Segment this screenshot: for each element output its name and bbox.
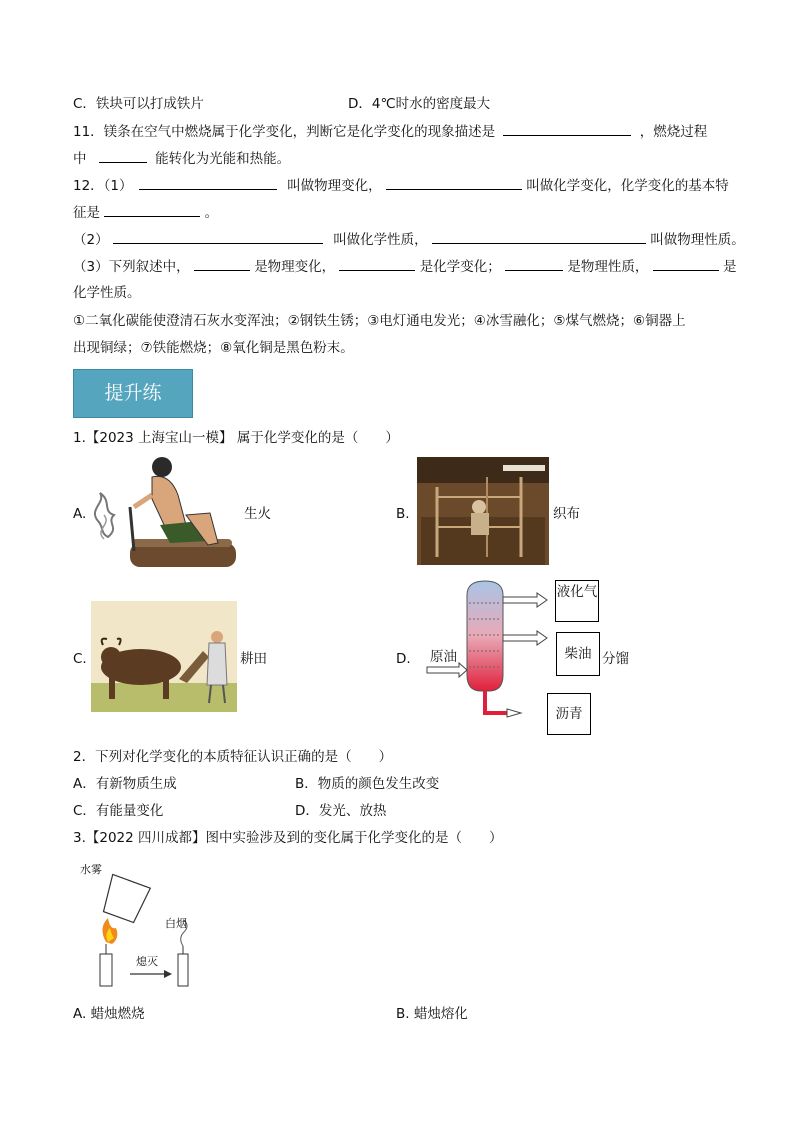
q12-text-g: 叫做化学性质， <box>333 232 428 248</box>
p1-c-letter: C. <box>73 651 87 667</box>
q11-line-2 <box>73 148 290 169</box>
p2-option-b: B．物质的颜色发生改变 <box>295 776 440 792</box>
p1-d-asphalt: 沥青 <box>555 706 583 722</box>
q11-text-a: 11．镁条在空气中燃烧属于化学变化，判断它是化学变化的现象描述是 <box>73 124 496 140</box>
p3-label-mist: 水雾 <box>80 863 102 876</box>
p1-d-diesel: 柴油 <box>564 646 592 662</box>
p1-d-asphalt-box <box>547 693 591 735</box>
q12-text-a: 12．（1） <box>73 178 133 194</box>
q12-items-1: ①二氧化碳能使澄清石灰水变浑浊；②钢铁生锈；③电灯通电发光；④冰雪融化；⑤煤气燃烧；⑥铜器上 <box>73 313 686 329</box>
q12-blank-5[interactable] <box>432 229 646 244</box>
q12-items-2: 出现铜绿；⑦铁能燃烧；⑧氧化铜是黑色粉末。 <box>73 340 354 356</box>
prev-option-c: C．铁块可以打成铁片 <box>73 96 204 112</box>
p1-d-text: 分馏 <box>602 651 629 667</box>
p1-d-crude: 原油 <box>430 649 457 665</box>
q12-text-b: 叫做物理变化， <box>287 178 382 194</box>
p1-stem: 1.【2023 上海宝山一模】 属于化学变化的是（ ） <box>73 430 399 446</box>
q12-blank-8[interactable] <box>505 256 563 271</box>
p1-a-letter: A. <box>73 506 87 522</box>
q12-blank-7[interactable] <box>339 256 415 271</box>
q12-text-m: 是 <box>722 259 737 275</box>
prev-option-d: D．4℃时水的密度最大 <box>348 96 491 112</box>
p2-stem: 2．下列对化学变化的本质特征认识正确的是（ ） <box>73 749 393 765</box>
q12-text-j: 是物理变化， <box>254 259 336 275</box>
q12-line-2 <box>73 202 218 223</box>
p3-stem: 3.【2022 四川成都】图中实验涉及到的变化属于化学变化的是（ ） <box>73 830 503 846</box>
q12-blank-3[interactable] <box>104 202 200 217</box>
q12-blank-4[interactable] <box>113 229 323 244</box>
q11-line-1 <box>73 121 707 142</box>
q11-text-c: 中 <box>73 151 87 167</box>
q12-text-c: 叫做化学变化，化学变化的基本特 <box>526 178 729 194</box>
p1-c-text: 耕田 <box>240 651 267 667</box>
q12-blank-1[interactable] <box>139 175 277 190</box>
weaving-loom-picture <box>417 457 549 565</box>
q11-text-d: 能转化为光能和热能。 <box>155 151 291 167</box>
q12-text-d: 征是 <box>73 205 100 221</box>
p1-d-gas: 液化气 <box>556 584 598 600</box>
p1-b-text: 织布 <box>553 506 580 522</box>
p3-label-out: 熄灭 <box>136 955 158 968</box>
p2-option-d: D．发光、放热 <box>295 803 387 819</box>
q12-line-1 <box>73 175 729 196</box>
q12-line-5: 化学性质。 <box>73 285 141 301</box>
p1-b-letter: B. <box>396 506 410 522</box>
section-title: 提升练 <box>73 369 193 418</box>
p1-d-letter: D. <box>396 651 411 667</box>
q11-blank-1[interactable] <box>503 121 631 136</box>
q12-text-e: 。 <box>204 205 219 221</box>
p1-d-diesel-box <box>556 632 600 676</box>
q12-part-3 <box>73 256 736 277</box>
q12-blank-2[interactable] <box>386 175 522 190</box>
q12-text-k: 是化学变化； <box>419 259 501 275</box>
q12-text-l: 是物理性质， <box>567 259 649 275</box>
p3-option-b: B. 蜡烛熔化 <box>396 1006 468 1022</box>
p1-a-text: 生火 <box>244 506 271 522</box>
p1-d-gas-box <box>555 580 599 622</box>
plowing-field-picture <box>91 601 237 712</box>
fire-starting-picture <box>90 455 238 571</box>
q12-text-f: （2） <box>73 232 109 248</box>
q11-blank-2[interactable] <box>99 148 147 163</box>
q12-text-h: 叫做物理性质。 <box>650 232 745 248</box>
q12-blank-6[interactable] <box>194 256 250 271</box>
q11-text-b: ，燃烧过程 <box>639 124 708 140</box>
q12-text-i: （3）下列叙述中， <box>73 259 190 275</box>
q12-part-2 <box>73 229 745 250</box>
p3-option-a: A. 蜡烛燃烧 <box>73 1006 145 1022</box>
p2-option-a: A．有新物质生成 <box>73 776 177 792</box>
p3-label-smoke: 白烟 <box>165 917 187 930</box>
q12-blank-9[interactable] <box>653 256 719 271</box>
p2-option-c: C．有能量变化 <box>73 803 164 819</box>
